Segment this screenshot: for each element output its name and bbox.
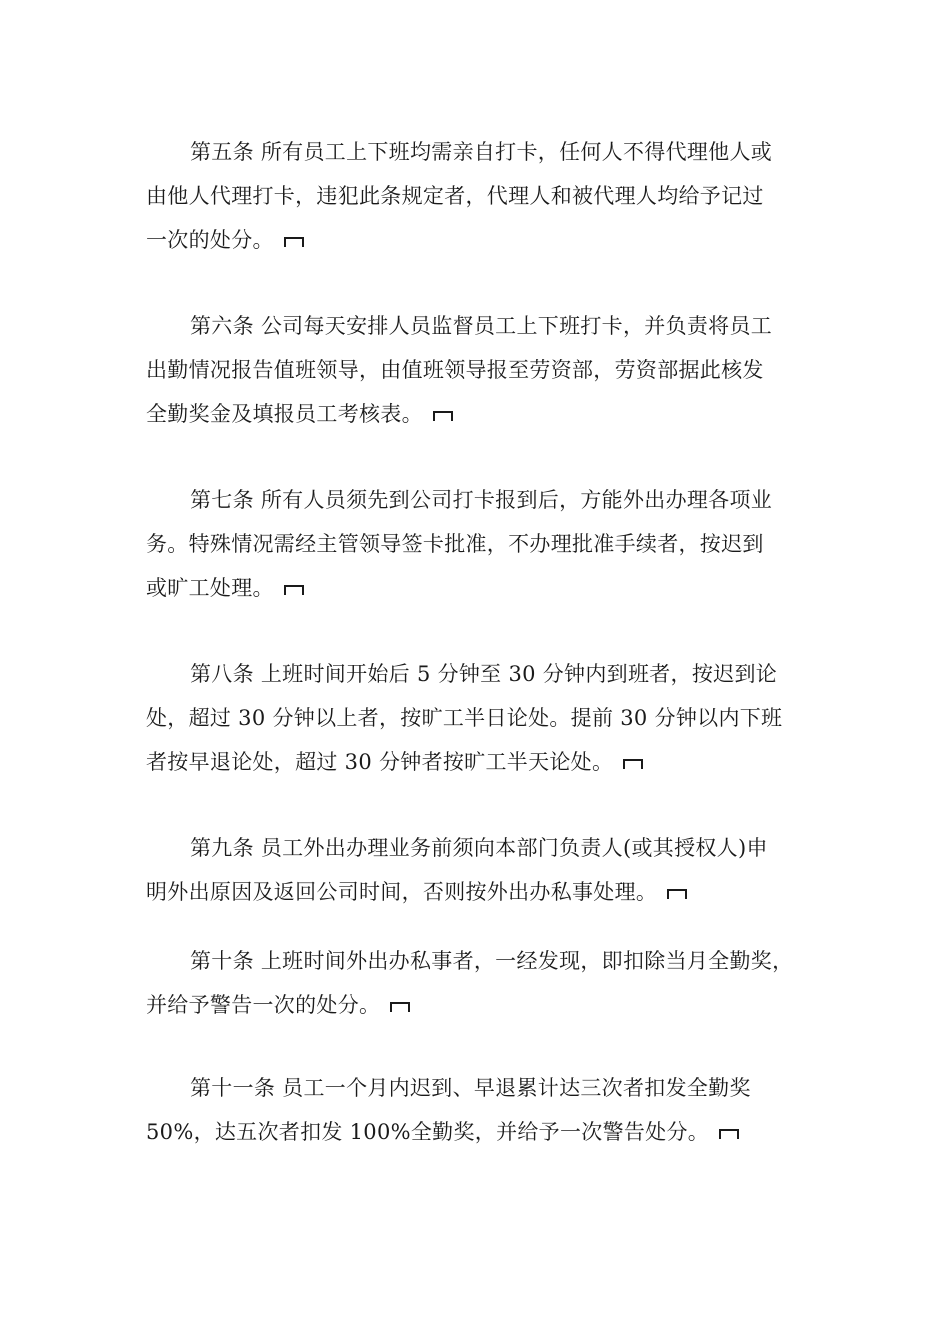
article-6-line-2: 出勤情况报告值班领导，由值班领导报至劳资部，劳资部据此核发 <box>146 358 764 382</box>
paragraph-end-mark-icon <box>390 1000 410 1014</box>
article-6-line-3 <box>146 392 814 436</box>
article-9-line-2 <box>146 870 814 914</box>
article-11-line-2 <box>146 1110 814 1154</box>
article-5-line-1: 第五条 所有员工上下班均需亲自打卡，任何人不得代理他人或 <box>190 140 773 164</box>
article-11 <box>146 1066 814 1154</box>
article-5-line-3-text: 一次的处分。 <box>146 228 274 252</box>
article-6-line-3-text: 全勤奖金及填报员工考核表。 <box>146 402 423 426</box>
article-8-line-2: 处，超过 30 分钟以上者，按旷工半日论处。提前 30 分钟以内下班 <box>146 706 783 730</box>
article-7-line-2: 务。特殊情况需经主管领导签卡批准，不办理批准手续者，按迟到 <box>146 532 764 556</box>
article-7-line-3 <box>146 566 814 610</box>
article-7 <box>146 478 814 610</box>
article-9-line-1: 第九条 员工外出办理业务前须向本部门负责人(或其授权人)申 <box>190 836 768 860</box>
paragraph-end-mark-icon <box>719 1127 739 1141</box>
article-5 <box>146 130 814 262</box>
article-8-line-3 <box>146 740 814 784</box>
paragraph-end-mark-icon <box>667 887 687 901</box>
paragraph-end-mark-icon <box>433 409 453 423</box>
article-10-line-2-text: 并给予警告一次的处分。 <box>146 993 381 1017</box>
article-11-line-1: 第十一条 员工一个月内迟到、早退累计达三次者扣发全勤奖 <box>190 1076 751 1100</box>
paragraph-end-mark-icon <box>284 235 304 249</box>
article-10-line-1: 第十条 上班时间外出办私事者，一经发现，即扣除当月全勤奖， <box>190 949 794 973</box>
article-6 <box>146 304 814 436</box>
article-5-line-3 <box>146 218 814 262</box>
article-8-line-3-text: 者按早退论处，超过 30 分钟者按旷工半天论处。 <box>146 750 614 774</box>
paragraph-end-mark-icon <box>623 757 643 771</box>
article-10 <box>146 939 814 1027</box>
article-10-line-2 <box>146 983 814 1027</box>
paragraph-end-mark-icon <box>284 583 304 597</box>
article-9 <box>146 826 814 914</box>
article-8 <box>146 652 814 784</box>
article-7-line-1: 第七条 所有人员须先到公司打卡报到后，方能外出办理各项业 <box>190 488 773 512</box>
article-11-line-2-text: 50%，达五次者扣发 100%全勤奖，并给予一次警告处分。 <box>146 1120 710 1144</box>
article-6-line-1: 第六条 公司每天安排人员监督员工上下班打卡，并负责将员工 <box>190 314 773 338</box>
article-5-line-2: 由他人代理打卡，违犯此条规定者，代理人和被代理人均给予记过 <box>146 184 764 208</box>
article-9-line-2-text: 明外出原因及返回公司时间，否则按外出办私事处理。 <box>146 880 658 904</box>
article-7-line-3-text: 或旷工处理。 <box>146 576 274 600</box>
article-8-line-1: 第八条 上班时间开始后 5 分钟至 30 分钟内到班者，按迟到论 <box>190 662 778 686</box>
